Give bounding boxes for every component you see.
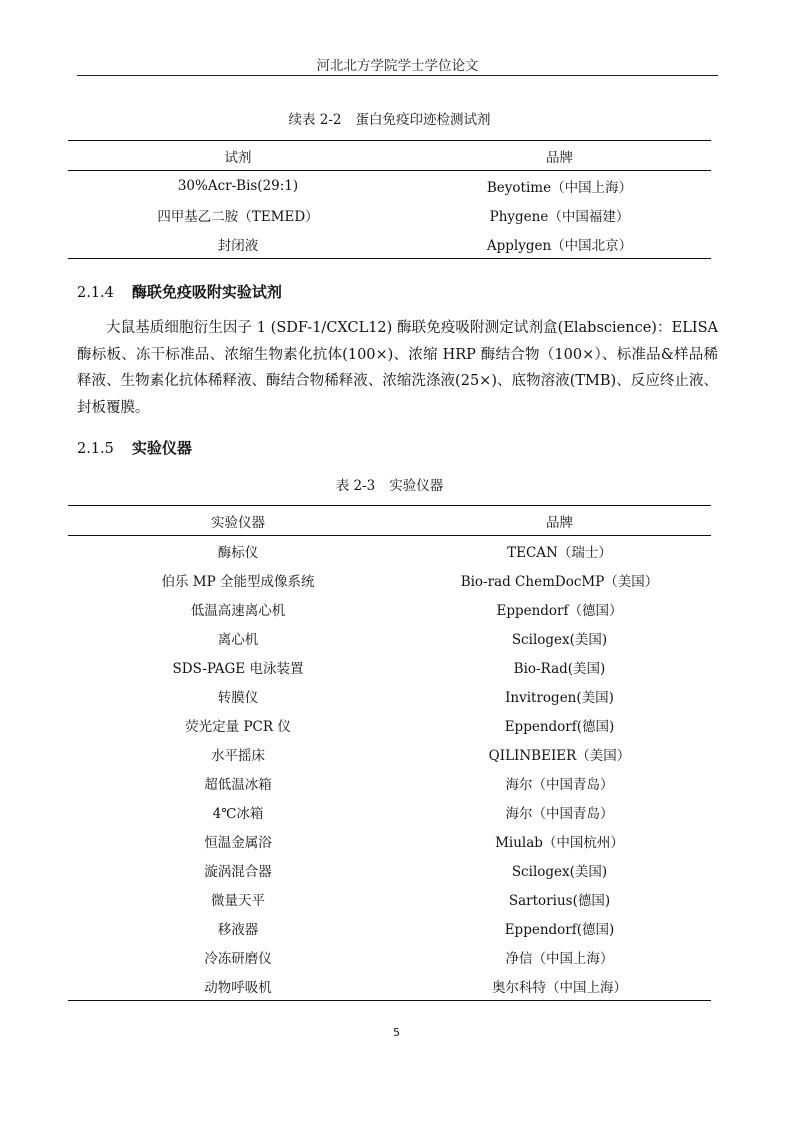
table-row [68, 565, 711, 594]
table2-caption [68, 476, 711, 496]
paragraph-text: 大鼠基质细胞衍生因子 1 (SDF-1/CXCL12) 酶联免疫吸附测定试剂盒(Elabscience)：ELISA 酶标板、冻干标准品、浓缩生物素化抗体(100×)、浓缩 HRP 酶结合物（100×）、标准品&样品稀释液、生物素化抗体稀释液、酶结合物稀释液、浓缩洗涤液(25×)、底物溶液(TMB)、反应终止液、封板覆膜。 [77, 320, 718, 416]
instrument-cell: SDS-PAGE 电泳装置 [172, 660, 304, 677]
table-row [68, 797, 711, 826]
body-paragraph [77, 315, 718, 421]
table-row [68, 942, 711, 971]
brand-cell: Phygene（中国福建） [489, 208, 630, 225]
table-row [68, 681, 711, 710]
table-row [68, 739, 711, 768]
instrument-cell: 超低温冰箱 [204, 776, 272, 793]
instrument-cell: 4℃冰箱 [212, 805, 264, 822]
table2-caption-number: 表 2-3 [335, 478, 376, 494]
table-row [68, 971, 711, 1001]
table-row [68, 229, 711, 259]
section-title: 酶联免疫吸附实验试剂 [131, 283, 282, 301]
brand-cell: Scilogex(美国) [511, 863, 608, 880]
table-header-row [68, 506, 711, 536]
instrument-cell: 离心机 [217, 631, 259, 648]
table-row [68, 710, 711, 739]
brand-cell: Bio-Rad(美国) [513, 660, 606, 677]
table-row [68, 594, 711, 623]
table-row [68, 768, 711, 797]
instrument-cell: 动物呼吸机 [204, 979, 272, 996]
table1-caption [68, 110, 711, 130]
brand-cell: Sartorius(德国) [508, 892, 611, 909]
brand-cell: Eppendorf（德国） [496, 602, 623, 619]
brand-cell: Invitrogen(美国) [505, 689, 614, 706]
instrument-cell: 低温高速离心机 [190, 602, 286, 619]
column-header-instrument: 实验仪器 [68, 506, 408, 536]
brand-cell: 海尔（中国青岛） [505, 805, 614, 822]
table-row [68, 171, 711, 201]
header-rule [77, 75, 718, 76]
section-title: 实验仪器 [131, 439, 192, 457]
instrument-table [68, 505, 711, 1001]
table-row [68, 884, 711, 913]
brand-cell: 海尔（中国青岛） [505, 776, 614, 793]
table1-caption-number: 续表 2-2 [288, 112, 342, 128]
brand-cell: Miulab（中国杭州） [495, 834, 624, 851]
column-header-brand: 品牌 [408, 141, 711, 171]
brand-cell: Eppendorf(德国) [504, 921, 615, 938]
brand-cell: Bio-rad ChemDocMP（美国） [460, 573, 659, 590]
reagent-table [68, 140, 711, 259]
instrument-cell: 荧光定量 PCR 仪 [185, 718, 291, 735]
reagent-cell: 四甲基乙二胺（TEMED） [157, 208, 319, 225]
table1-caption-title: 蛋白免疫印迹检测试剂 [355, 112, 491, 128]
brand-cell: TECAN（瑞士） [507, 544, 612, 561]
instrument-cell: 酶标仪 [217, 544, 259, 561]
table-row [68, 855, 711, 884]
section-number: 2.1.4 [77, 285, 114, 301]
column-header-reagent: 试剂 [68, 141, 408, 171]
table-header-row [68, 141, 711, 171]
table-row [68, 200, 711, 229]
instrument-cell: 伯乐 MP 全能型成像系统 [161, 573, 315, 590]
section-heading-2-1-4 [77, 281, 282, 304]
instrument-cell: 恒温金属浴 [204, 834, 272, 851]
brand-cell: Eppendorf(德国) [504, 718, 615, 735]
table2-caption-title: 实验仪器 [389, 478, 444, 494]
instrument-cell: 移液器 [217, 921, 259, 938]
instrument-cell: 微量天平 [211, 892, 265, 909]
section-number: 2.1.5 [77, 441, 114, 457]
brand-cell: QILINBEIER（美国） [488, 747, 631, 764]
page-number: 5 [393, 1026, 400, 1039]
brand-cell: Applygen（中国北京） [486, 237, 633, 254]
brand-cell: Beyotime（中国上海） [486, 179, 633, 196]
brand-cell: 奥尔科特（中国上海） [492, 979, 627, 996]
table-row [68, 826, 711, 855]
brand-cell: 净信（中国上海） [505, 950, 614, 967]
reagent-cell: 30%Acr-Bis(29:1) [177, 177, 299, 194]
table-row [68, 652, 711, 681]
table-row [68, 913, 711, 942]
table-row [68, 623, 711, 652]
instrument-cell: 水平摇床 [211, 747, 265, 764]
brand-cell: Scilogex(美国) [511, 631, 608, 648]
instrument-cell: 冷冻研磨仪 [204, 950, 272, 967]
section-heading-2-1-5 [77, 437, 192, 460]
instrument-cell: 转膜仪 [217, 689, 259, 706]
running-header: 河北北方学院学士学位论文 [316, 58, 479, 74]
table-row [68, 536, 711, 566]
column-header-brand: 品牌 [408, 506, 711, 536]
instrument-cell: 漩涡混合器 [204, 863, 272, 880]
reagent-cell: 封闭液 [217, 237, 259, 254]
